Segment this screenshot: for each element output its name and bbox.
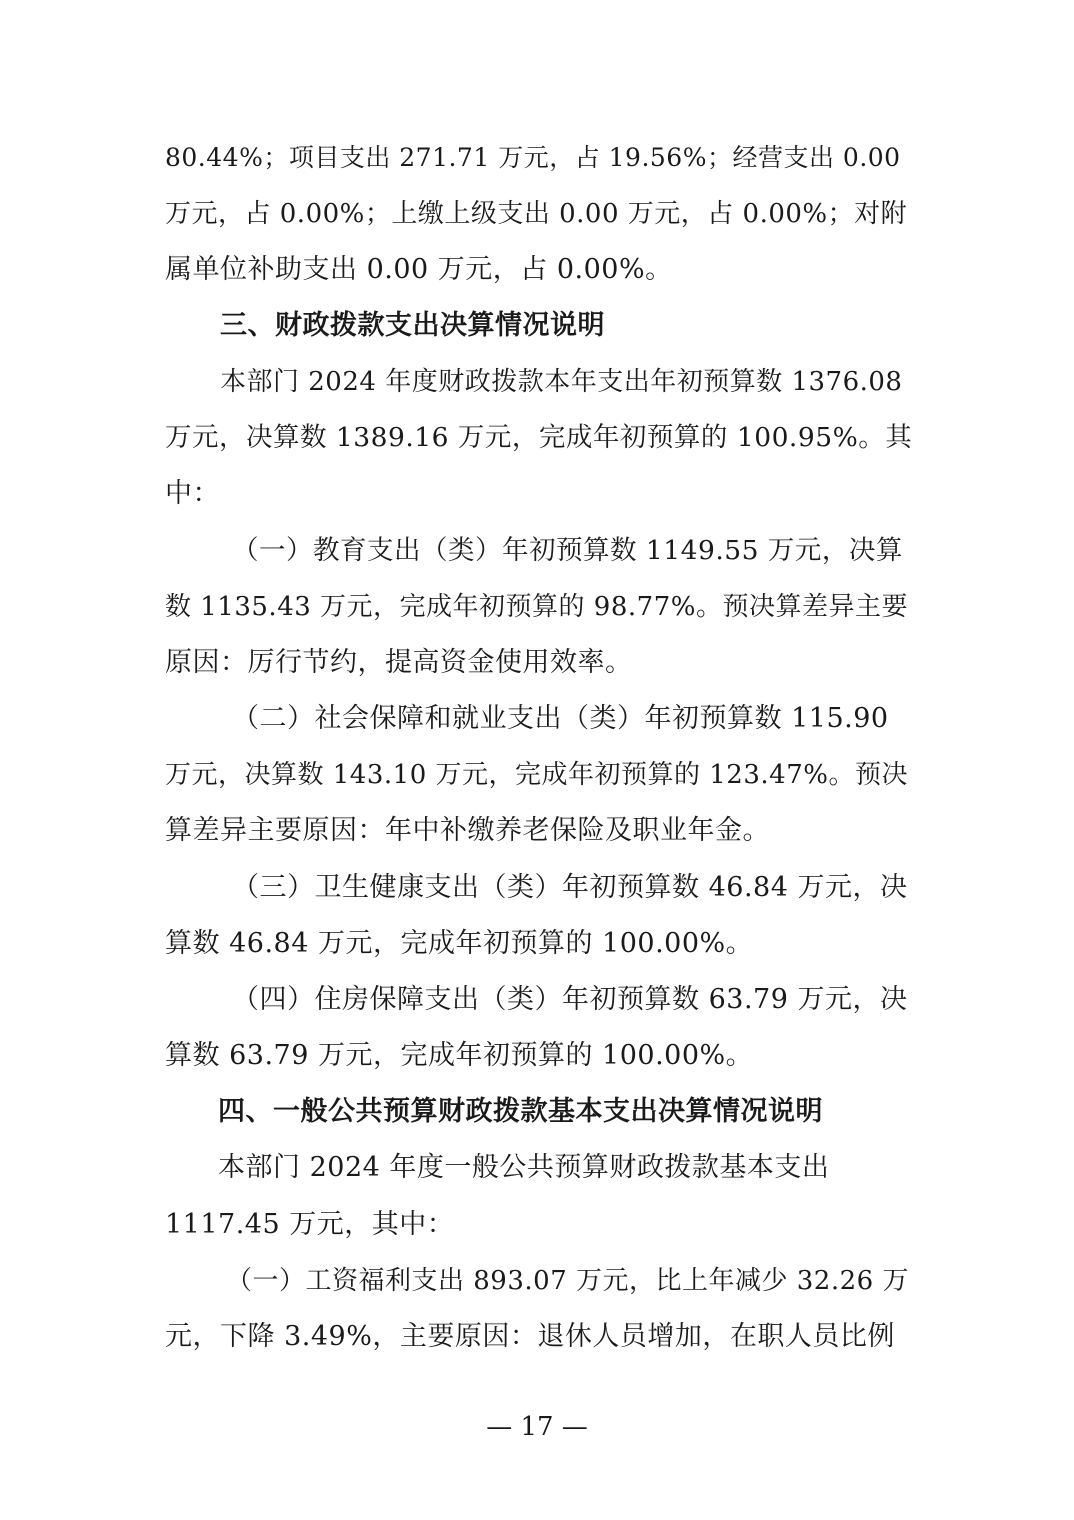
text-line: 数 1135.43 万元，完成年初预算的 98.77%。预决算差异主要 [165, 592, 908, 622]
section-heading-3: 三、财政拨款支出决算情况说明 [220, 310, 605, 341]
text-line: 原因：厉行节约，提高资金使用效率。 [165, 647, 633, 678]
text-line: 万元，决算数 143.10 万元，完成年初预算的 123.47%。预决 [165, 760, 908, 790]
text-line: 算数 46.84 万元，完成年初预算的 100.00%。 [165, 928, 754, 959]
text-line: 算数 63.79 万元，完成年初预算的 100.00%。 [165, 1040, 754, 1071]
text-line: 元，下降 3.49%，主要原因：退休人员增加，在职人员比例 [165, 1321, 895, 1352]
text-line: 属单位补助支出 0.00 万元，占 0.00%。 [165, 254, 673, 285]
page-number: — 17 — [486, 1412, 588, 1442]
text-line: 万元，占 0.00%；上缴上级支出 0.00 万元，占 0.00%；对附 [165, 199, 908, 229]
text-line: 万元，决算数 1389.16 万元，完成年初预算的 100.95%。其 [165, 422, 913, 453]
text-line: 中： [165, 478, 220, 509]
section-heading-4: 四、一般公共预算财政拨款基本支出决算情况说明 [218, 1096, 823, 1127]
text-line: （一）工资福利支出 893.07 万元，比上年减少 32.26 万 [226, 1266, 909, 1296]
text-line: 算差异主要原因：年中补缴养老保险及职业年金。 [165, 815, 770, 846]
text-line: 本部门 2024 年度财政拨款本年支出年初预算数 1376.08 [220, 367, 903, 397]
text-line: 1117.45 万元，其中： [165, 1209, 455, 1240]
text-line: （一）教育支出（类）年初预算数 1149.55 万元，决算 [232, 535, 903, 566]
text-line: 80.44%；项目支出 271.71 万元，占 19.56%；经营支出 0.00 [165, 143, 901, 172]
text-line: （二）社会保障和就业支出（类）年初预算数 115.90 [232, 703, 889, 734]
text-line: 本部门 2024 年度一般公共预算财政拨款基本支出 [218, 1152, 830, 1183]
text-line: （四）住房保障支出（类）年初预算数 63.79 万元，决 [232, 984, 908, 1015]
text-line: （三）卫生健康支出（类）年初预算数 46.84 万元，决 [232, 872, 908, 903]
